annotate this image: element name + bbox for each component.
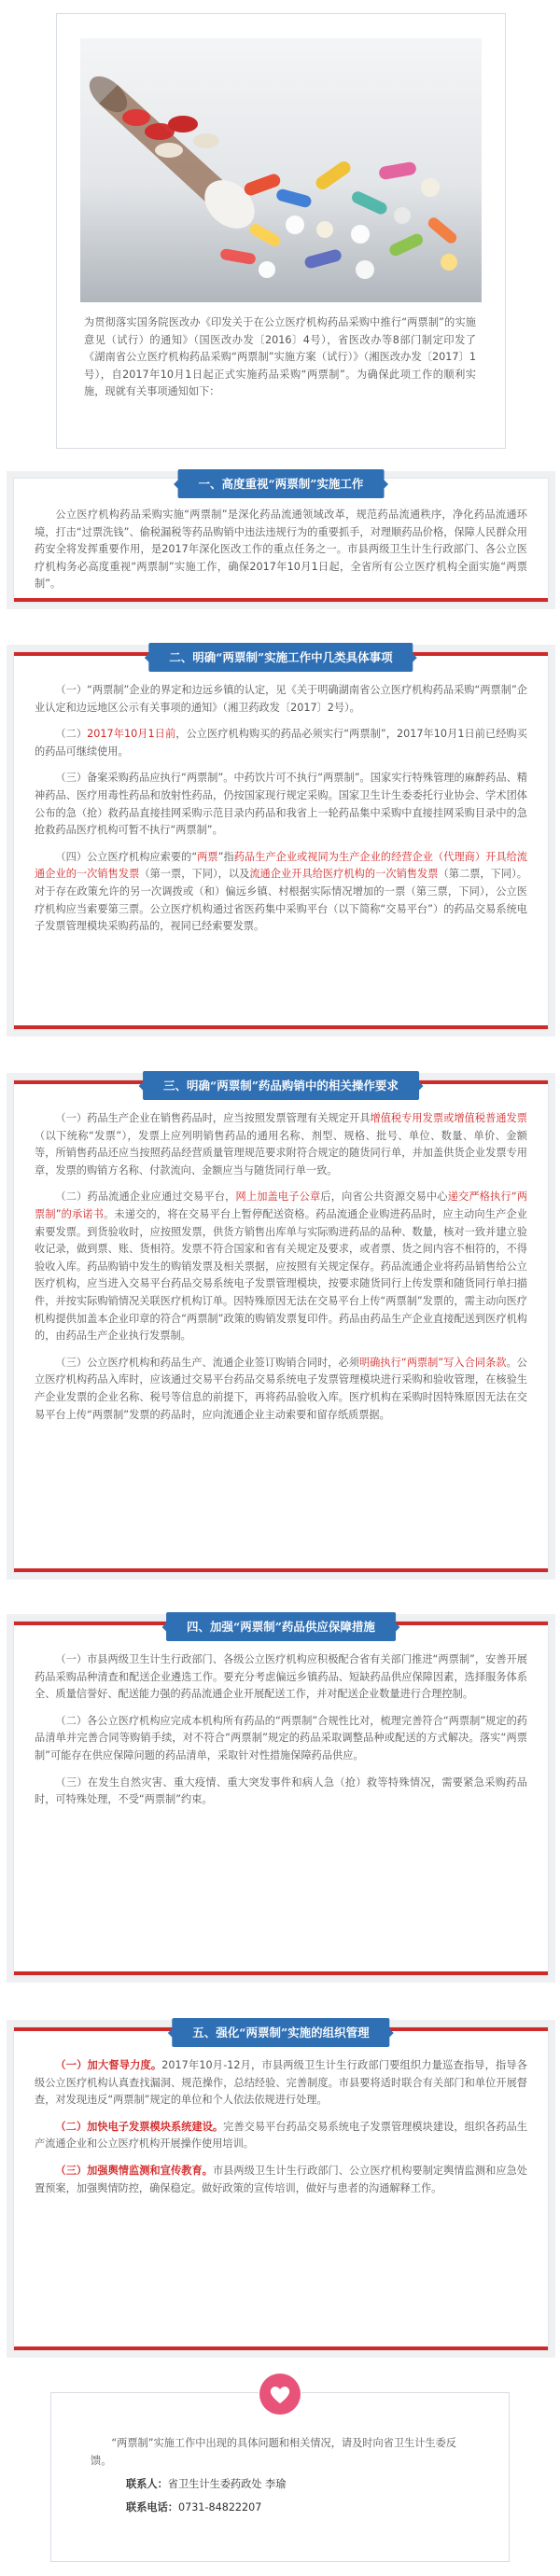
section-3	[13, 1079, 549, 1573]
section-2-item-3: （三）备案采购药品应执行“两票制”。中药饮片可不执行“两票制”。国家实行特殊管理的麻醉药品、精神药品、医疗用毒性药品和放射性药品，仍按国家现行规定采购。国家卫生计生委委托行业协会、学术团体公布的急（抢）救药品直接挂网采购示范目录内药品和我省上一轮药品集中采购中直接挂网采购目录中的急抢救药品医疗机构可暂不执行“两票制”。	[35, 772, 527, 837]
section-3-item-1: （一）药品生产企业在销售药品时，应当按照发票管理有关规定开具增值税专用发票或增值税普通发票（以下统称“发票”），发票上应列明销售药品的通用名称、剂型、规格、批号、单位、数量、单价、金额等，所销售药品还应当按照药品经营质量管理规范要求附符合规定的随货同行单，并加盖供货企业发票专用章，发票的购销方名称、付款流向、金额应当与随货同行单一致。	[35, 1112, 527, 1177]
section-1-paragraph: 公立医疗机构药品采购实施“两票制”是深化药品流通领域改革，规范药品流通秩序，净化药品流通环境，打击“过票洗钱”、偷税漏税等药品购销中违法违规行为的重要抓手，对理顺药品价格，保障人民群众用药安全将发挥重要作用，是2017年深化医改工作的重点任务之一。市县两级卫生计生行政部门、各公立医疗机构务必高度重视“两票制”实施工作，确保2017年10月1日起，全省所有公立医疗机构全面实施“两票制”。	[35, 508, 527, 591]
section-3-item-2: （二）药品流通企业应通过交易平台，网上加盖电子公章后，向省公共资源交易中心递交严格执行“两票制”的承诺书。未递交的，将在交易平台上暂停配送资格。药品流通企业购进药品时，应主动向生产企业索要发票。到货验收时，应按照发票，供货方销售出库单与实际购进药品的品种、数量，核对一致并建立验收记录，做到票、账、货相符。发票不符合国家和省有关规定及要求，或者票、货之间内容不相符的，不得验收入库。药品购销中发生的购销发票及相关票据，应按照有关规定保存。药品流通企业将药品销售给公立医疗机构，应当进入交易平台药品交易系统电子发票管理模块，按要求随货同行上传发票和随货同行单扫描件，并按实际购销情况关联医疗机构订单。因特殊原因无法在交易平台上传“两票制”发票的，需主动向医疗机构提供加盖本企业印章的符合“两票制”政策的购销发票复印件。药品由药品生产企业直接配送到医疗机构的，由药品生产企业执行发票制。	[35, 1191, 527, 1343]
section-2	[13, 651, 549, 1030]
contact-phone: 联系电话：0731-84822207	[126, 2501, 262, 2513]
pills-photo	[80, 38, 482, 302]
section-2-item-2: （二）2017年10月1日前，公立医疗机构购买的药品必须实行“两票制”，2017年10月1日前已经购买的药品可继续使用。	[35, 728, 527, 758]
section-2-title: 二、明确“两票制”实施工作中几类具体事项	[148, 643, 413, 672]
section-1-title: 一、高度重视“两票制”实施工作	[178, 469, 385, 498]
section-2-item-1: （一）“两票制”企业的界定和边远乡镇的认定，见《关于明确湖南省公立医疗机构药品采购“两票制”企业认定和边远地区公示有关事项的通知》（湘卫药政发〔2017〕2号）。	[35, 684, 527, 714]
intro-card	[56, 13, 506, 449]
heart-icon	[259, 2373, 301, 2416]
section-4-item-1: （一）市县两级卫生计生行政部门、各级公立医疗机构应积极配合省有关部门推进“两票制”，安善开展药品采购品种清查和配送企业遴选工作。要充分考虑偏远乡镇药品、短缺药品供应保障因素，选择服务体系全、质量信誉好、配送能力强的药品流通企业开展配送工作，并对配送企业数量进行合理控制。	[35, 1653, 527, 1701]
section-5-title: 五、强化“两票制”实施的组织管理	[172, 2018, 389, 2047]
section-3-title: 三、明确“两票制”药品购销中的相关操作要求	[143, 1071, 419, 1100]
section-1	[13, 478, 549, 603]
section-5-item-3: （三）加强舆情监测和宣传教育。市县两级卫生计生行政部门、公立医疗机构要制定舆情监测和应急处置预案，加强舆情防控，确保稳定。做好政策的宣传培训，做好与患者的沟通解释工作。	[35, 2164, 527, 2194]
section-4-title: 四、加强“两票制”药品供应保障措施	[166, 1612, 396, 1641]
section-5-item-2: （二）加快电子发票模块系统建设。完善交易平台药品交易系统电子发票管理模块建设，组织各药品生产流通企业和公立医疗机构开展操作使用培训。	[35, 2120, 527, 2151]
contact-card	[50, 2392, 510, 2562]
contact-person: 联系人：省卫生计生委药政处 李瑜	[126, 2478, 287, 2490]
section-3-item-3: （三）公立医疗机构和药品生产、流通企业签订购销合同时，必须明确执行“两票制”写入合同条款。公立医疗机构药品入库时，应该通过交易平台药品交易系统电子发票管理模块进行采购和验收管理，在核验生产企业发票的企业名称、税号等信息的前提下，再将药品验收入库。医疗机构在采购时因特殊原因无法在交易平台上传“两票制”发票的药品时，应向流通企业主动索要和留存纸质票据。	[35, 1356, 527, 1421]
section-4	[13, 1621, 549, 1976]
section-5	[13, 2026, 549, 2351]
section-5-item-1: （一）加大督导力度。2017年10月-12月，市县两级卫生计生行政部门要组织力量巡查指导，指导各级公立医疗机构认真查找漏洞、规范操作，总结经验、完善制度。市县要将适时联合有关部门和单位开展督查，对发现违反“两票制”规定的单位和个人依法依规进行处理。	[35, 2059, 527, 2107]
section-2-item-4: （四）公立医疗机构应索要的“两票”指药品生产企业或视同为生产企业的经营企业（代理商）开具给流通企业的一次销售发票（第一票，下同），以及流通企业开具给医疗机构的一次销售发票（第二票，下同）。对于存在政策允许的另一次调拨或（和）偏远乡镇、村根据实际情况增加的一票（第三票，下同），公立医疗机构应当索要第三票。公立医疗机构通过省医药集中采购平台（以下简称“交易平台”）的药品交易系统电子发票管理模块采购药品的，视同已经索要发票。	[35, 850, 527, 933]
intro-text: 为贯彻落实国务院医改办《印发关于在公立医疗机构药品采购中推行“两票制”的实施意见（试行）的通知》（国医改办发〔2016〕4号），省医改办等8部门制定印发了《湖南省公立医疗机构药品采购“两票制”实施方案（试行）》（湘医改办发〔2017〕1号），自2017年10月1日起正式实施药品采购“两票制”。为确保此项工作的顺利实施，现就有关事项通知如下：	[84, 316, 476, 397]
section-4-item-2: （二）各公立医疗机构应完成本机构所有药品的“两票制”合规性比对，梳理完善符合“两票制”规定的药品清单并完善合同等购销手续，对不符合“两票制”规定的药品采取调整品种或配送的方式解决。落实“两票制”可能存在供应保障问题的药品清单，采取针对性措施保障药品供应。	[35, 1714, 527, 1761]
pills-illustration	[80, 38, 482, 302]
section-4-item-3: （三）在发生自然灾害、重大疫情、重大突发事件和病人急（抢）救等特殊情况，需要紧急采购药品时，可特殊处理，不受“两票制”约束。	[35, 1775, 527, 1806]
contact-message: “两票制”实施工作中出现的具体问题和相关情况，请及时向省卫生计生委反馈。	[91, 2437, 456, 2467]
